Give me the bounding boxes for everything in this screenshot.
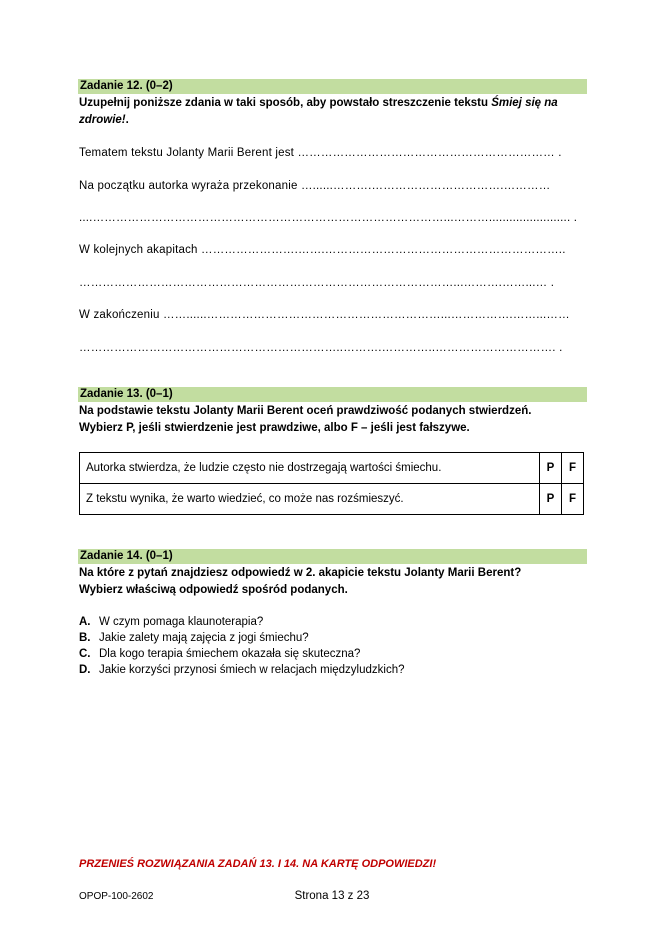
option-text: Jakie korzyści przynosi śmiech w relacjach międzyludzkich? bbox=[99, 664, 405, 676]
summary-line-1[interactable]: Tematem tekstu Jolanty Marii Berent jest ………………………………………………………… . bbox=[79, 147, 562, 159]
summary-line-5[interactable]: ……………………………………………………………………………………...……….……...… . bbox=[79, 277, 555, 289]
exam-code: OPOP-100-2602 bbox=[79, 891, 154, 902]
summary-line-6[interactable]: W zakończeniu ……......……………………………………………………...…………….……...…… bbox=[79, 309, 570, 321]
table-row bbox=[80, 453, 584, 484]
task-14-instruction-line-2: Wybierz właściwą odpowiedź spośród podanych. bbox=[79, 584, 348, 596]
answer-option-d[interactable] bbox=[79, 662, 405, 678]
task-12-header: Zadanie 12. (0–2) bbox=[78, 79, 587, 94]
summary-line-4[interactable]: W kolejnych akapitach …………………….…….…………………………………………………….. bbox=[79, 244, 566, 256]
table-row bbox=[80, 484, 584, 515]
summary-line-2[interactable]: Na początku autorka wyraża przekonanie …......……….…………………………….………… bbox=[79, 180, 551, 192]
option-f[interactable]: F bbox=[562, 453, 584, 484]
option-text: Dla kogo terapia śmiechem okazała się skuteczna? bbox=[99, 648, 361, 660]
option-f[interactable]: F bbox=[562, 484, 584, 515]
option-letter: B. bbox=[79, 632, 91, 644]
task-12-instruction-text: Uzupełnij poniższe zdania w taki sposób, aby powstało streszczenie tekstu bbox=[79, 97, 492, 109]
option-letter: C. bbox=[79, 648, 91, 660]
transfer-answers-note: PRZENIEŚ ROZWIĄZANIA ZADAŃ 13. I 14. NA KARTĘ ODPOWIEDZI! bbox=[79, 858, 437, 870]
summary-line-3[interactable]: ....………………………………………………………………………………...………........................ . bbox=[79, 212, 578, 224]
task-12-instruction-end: . bbox=[125, 114, 129, 126]
task-13-header: Zadanie 13. (0–1) bbox=[78, 387, 587, 402]
answer-options bbox=[79, 614, 405, 678]
task-13-instruction bbox=[79, 403, 589, 437]
task-13-instruction-line-2: Wybierz P, jeśli stwierdzenie jest prawdziwe, albo F – jeśli jest fałszywe. bbox=[79, 422, 470, 434]
task-14-instruction bbox=[79, 565, 589, 599]
option-text: W czym pomaga klaunoterapia? bbox=[99, 616, 264, 628]
summary-line-7[interactable]: …………………………………………………………..……….…………..…………………………. . bbox=[79, 342, 563, 354]
statement-cell: Autorka stwierdza, że ludzie często nie dostrzegają wartości śmiechu. bbox=[80, 453, 540, 484]
option-letter: A. bbox=[79, 616, 91, 628]
page-number: Strona 13 z 23 bbox=[294, 890, 370, 902]
statement-cell: Z tekstu wynika, że warto wiedzieć, co może nas rozśmieszyć. bbox=[80, 484, 540, 515]
task-13-instruction-line-1: Na podstawie tekstu Jolanty Marii Berent oceń prawdziwość podanych stwierdzeń. bbox=[79, 405, 532, 417]
answer-option-c[interactable] bbox=[79, 646, 405, 662]
answer-option-b[interactable] bbox=[79, 630, 405, 646]
option-letter: D. bbox=[79, 664, 91, 676]
option-p[interactable]: P bbox=[540, 484, 562, 515]
task-12-instruction bbox=[79, 95, 589, 129]
task-14-instruction-line-1: Na które z pytań znajdziesz odpowiedź w 2. akapicie tekstu Jolanty Marii Berent? bbox=[79, 567, 522, 579]
option-text: Jakie zalety mają zajęcia z jogi śmiechu? bbox=[99, 632, 309, 644]
true-false-table bbox=[79, 452, 584, 515]
option-p[interactable]: P bbox=[540, 453, 562, 484]
text-title: Śmiej się na zdrowie! bbox=[79, 97, 558, 126]
answer-option-a[interactable] bbox=[79, 614, 405, 630]
task-14-header: Zadanie 14. (0–1) bbox=[78, 549, 587, 564]
